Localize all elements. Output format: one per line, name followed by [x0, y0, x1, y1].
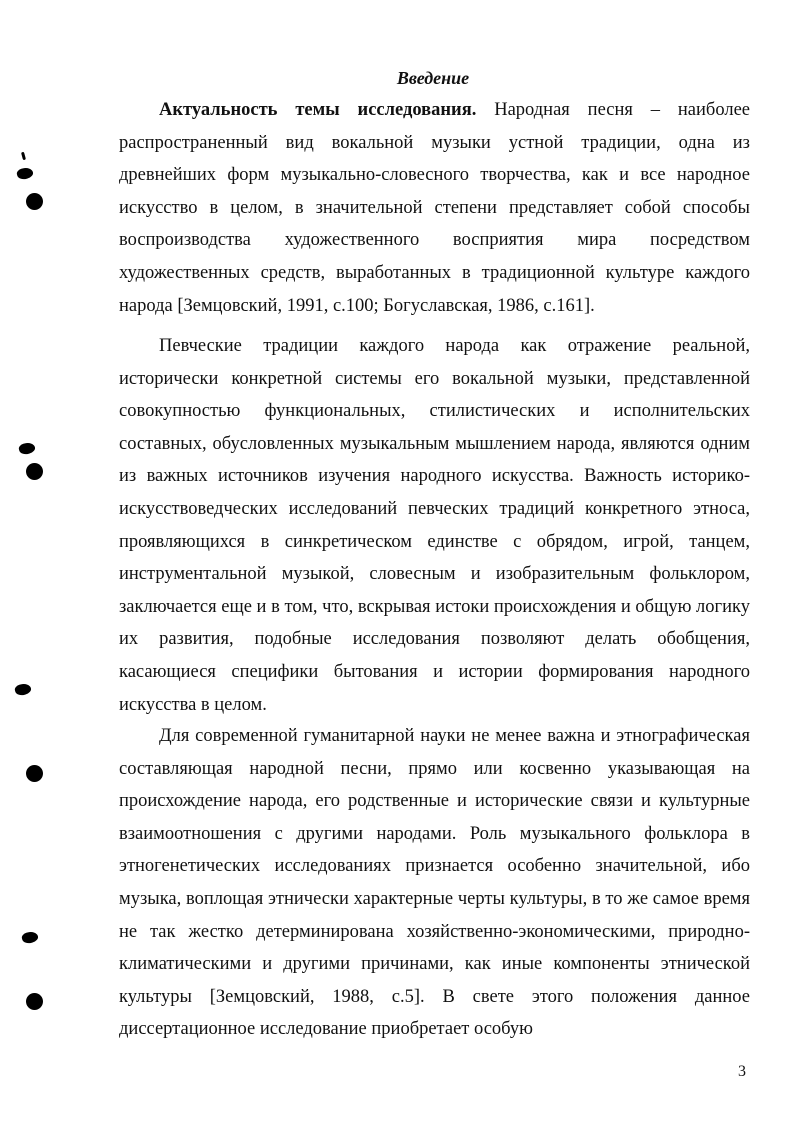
- punch-hole: [26, 765, 43, 782]
- scan-speck: [14, 682, 32, 697]
- paragraph-singing-traditions: Певческие традиции каждого народа как отражение реальной, исторически конкретной системы его вокальной музыки, представленной совокупностью функциональных, стилистических и исполнительских составных, обусловленных музыкальным мышлением народа, являются одним из важных источников изучения народного искусства. Важность историко-искусствоведческих исследований певческих традиций конкретного этноса, проявляющихся в синкретическом единстве с обрядом, игрой, танцем, инструментальной музыкой, словесным и изобразительным фольклором, заключается еще и в том, что, вскрывая истоки происхождения и общую логику их развития, подобные исследования позволяют делать обобщения, касающиеся специфики бытования и истории формирования народного искусства в целом.: [119, 336, 750, 715]
- punch-hole: [26, 463, 43, 480]
- scan-speck: [21, 930, 39, 945]
- paragraph-ethnographic: Для современной гуманитарной науки не менее важна и этнографическая составляющая народной песни, прямо или косвенно указывающая на происхождение народа, его родственные и исторические связи и культурные взаимоотношения с другими народами. Роль музыкального фольклора в этногенетических исследованиях признается особенно значительной, ибо музыка, воплощая этнически характерные черты культуры, в то же самое время не так жестко детерминирована хозяйственно-экономическими, природно-климатическими и другими причинами, как иные компоненты этнической культуры [Земцовский, 1988, с.5]. В свете этого положения данное диссертационное исследование приобретает особую: [119, 726, 750, 1040]
- scan-speck: [21, 152, 26, 161]
- scan-speck: [18, 441, 36, 456]
- paragraph-lead: Актуальность темы исследования.: [159, 100, 477, 120]
- scan-speck: [16, 166, 34, 181]
- paragraph-text: Народная песня – наиболее распространенный вид вокальной музыки устной традиции, одна из древнейших форм музыкально-словесного творчества, как и все народное искусство в целом, в значительной степени представляет собой способы воспроизводства художественного восприятия мира посредством художественных средств, выработанных в традиционной культуре каждого народа [Земцовский, 1991, с.100; Богуславская, 1986, с.161].: [119, 100, 750, 316]
- punch-hole: [26, 993, 43, 1010]
- section-title: Введение: [396, 68, 470, 88]
- paragraph-relevance: [119, 94, 750, 322]
- punch-hole: [26, 193, 43, 210]
- page-number: 3: [738, 1063, 746, 1080]
